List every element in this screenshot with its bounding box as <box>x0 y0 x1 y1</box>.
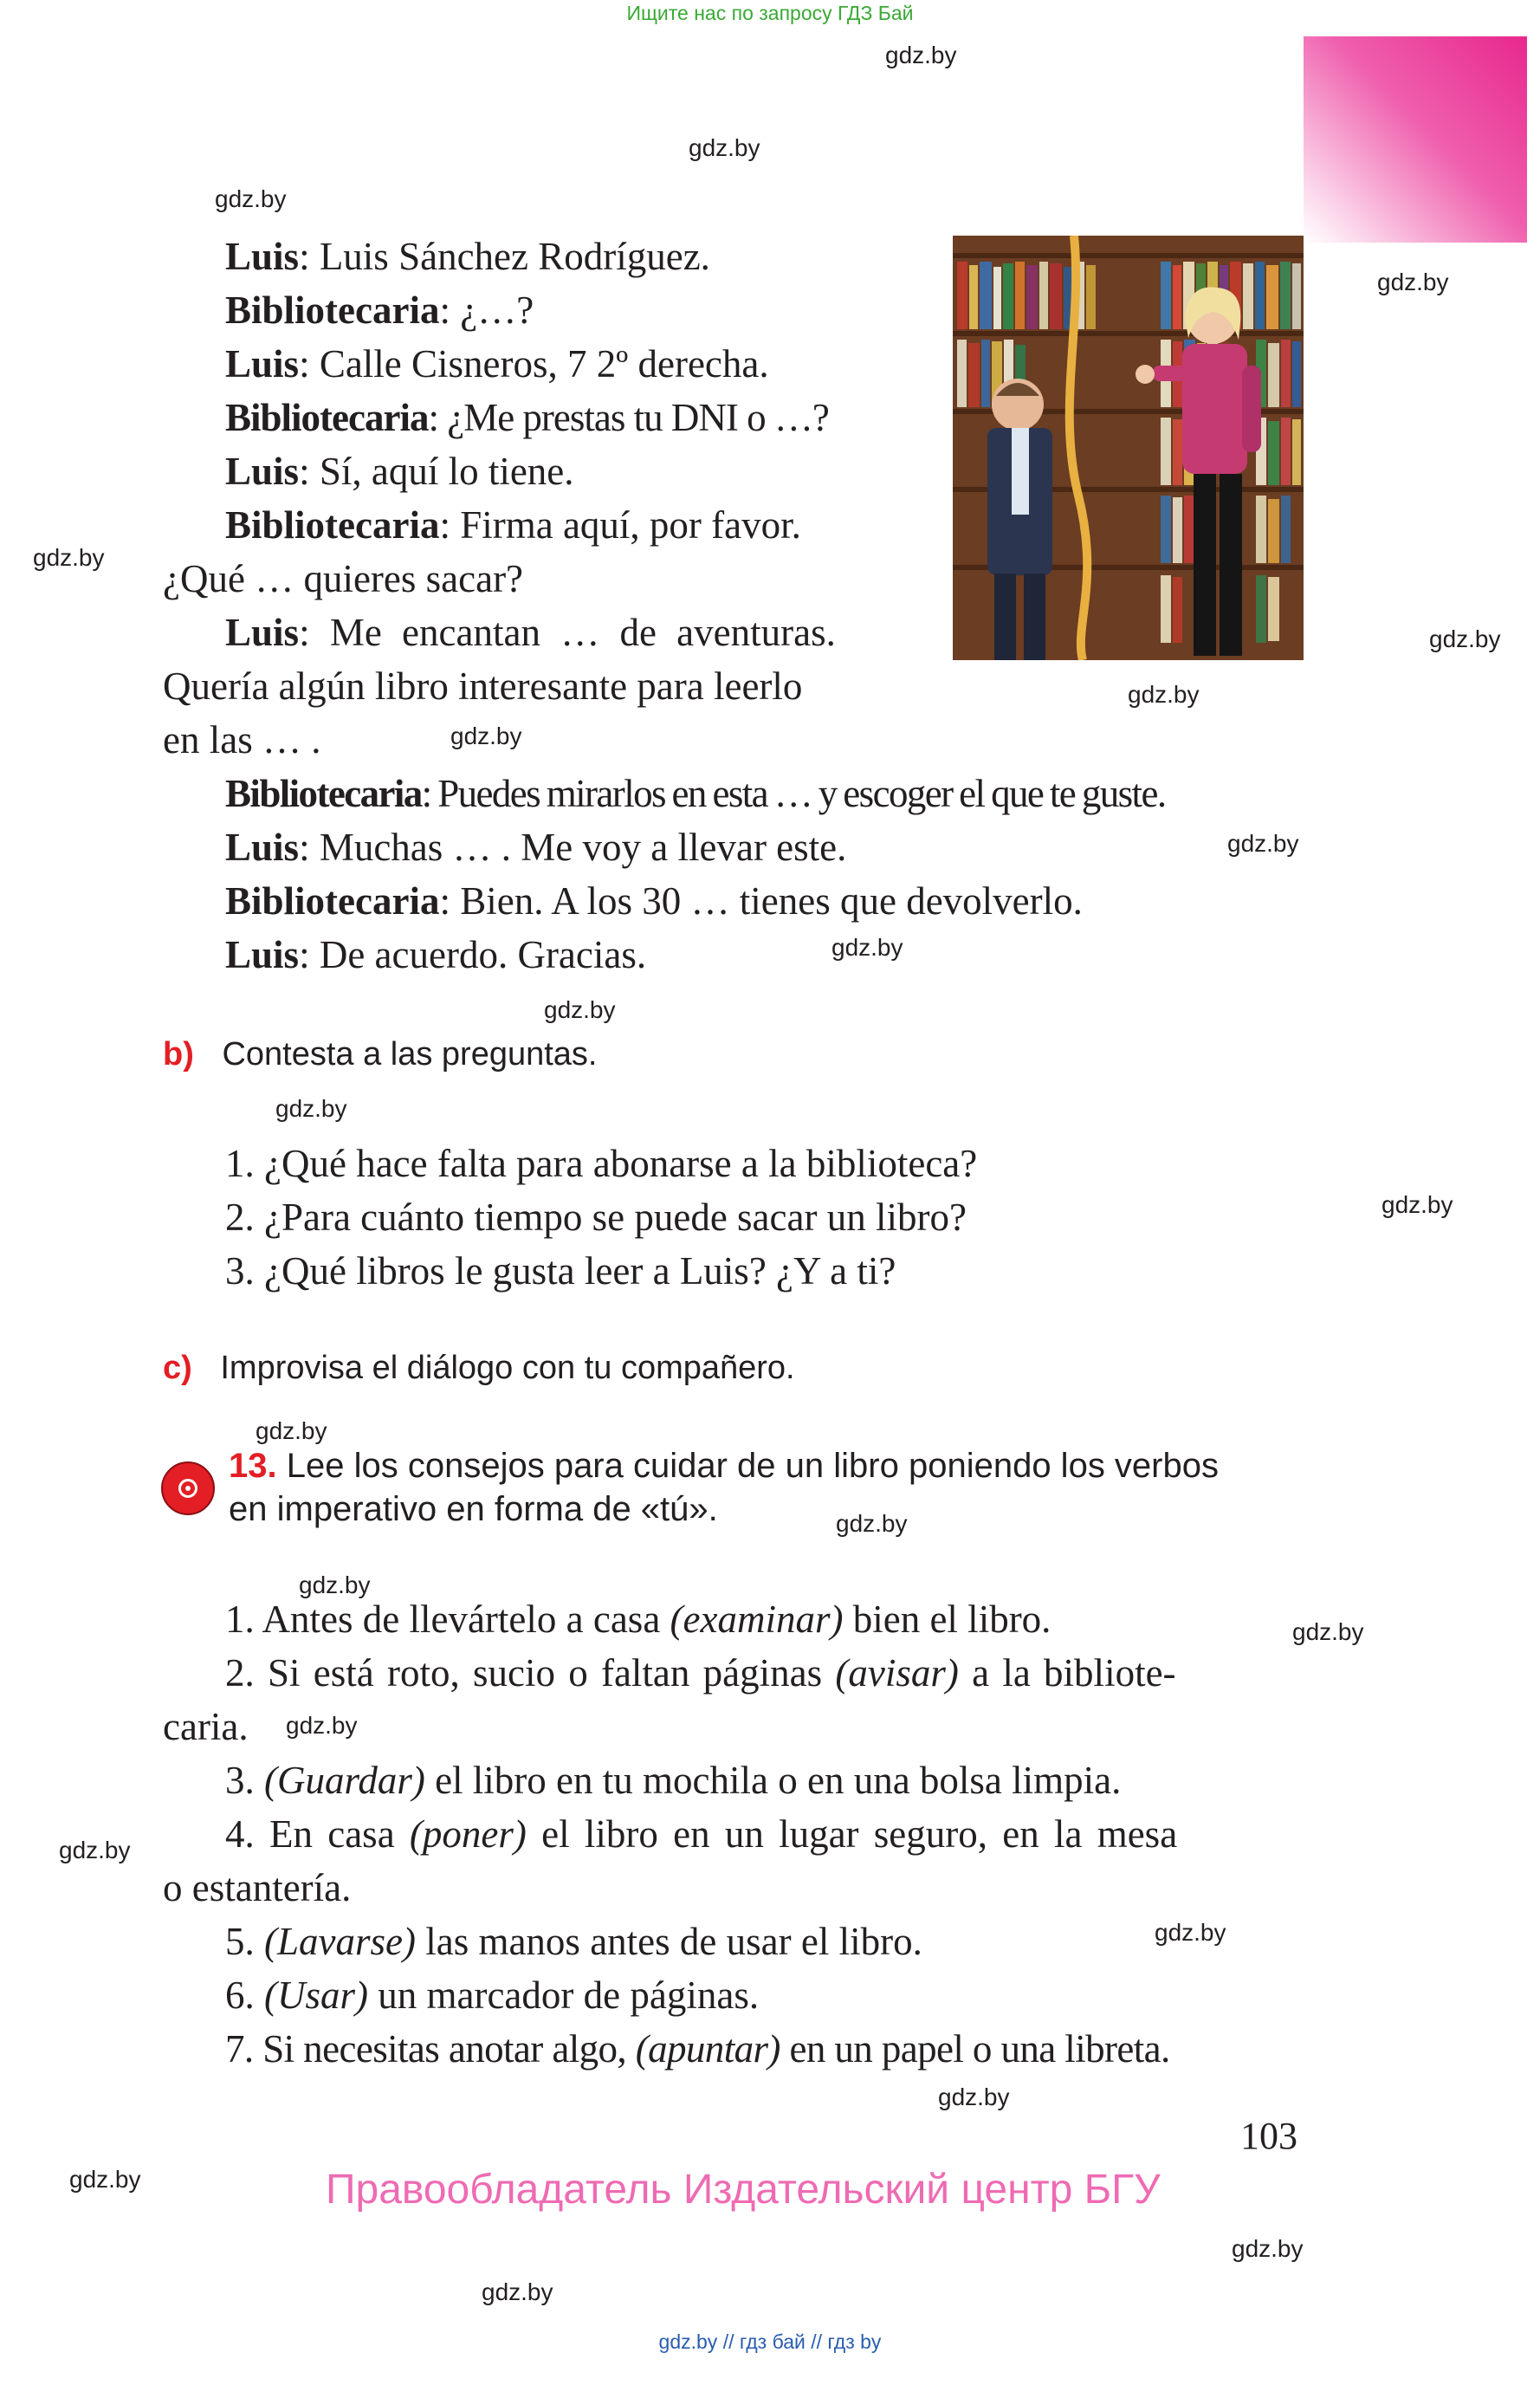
watermark: gdz.by <box>33 544 105 571</box>
watermark: gdz.by <box>1227 830 1299 857</box>
dialogue-line <box>225 928 646 982</box>
item-text: a la bibliote- <box>958 1651 1176 1695</box>
question-item: 3. ¿Qué libros le gusta leer a Luis? ¿Y a ti? <box>225 1249 896 1293</box>
exercise-number: 13. <box>229 1447 277 1485</box>
watermark: gdz.by <box>689 134 760 161</box>
verb-hint: (Usar) <box>264 1973 368 2017</box>
dialogue-text: : Muchas … . Me voy a llevar este. <box>299 826 847 869</box>
section-b-letter: b) <box>163 1036 194 1073</box>
question-item: 2. ¿Para cuánto tiempo se puede sacar un libro? <box>225 1196 967 1239</box>
dialogue-text: : Calle Cisneros, 7 2º derecha. <box>299 342 769 386</box>
dialogue-line <box>225 337 769 391</box>
verb-hint: (examinar) <box>670 1598 844 1641</box>
item-text: 7. Si necesitas anotar algo, <box>225 2027 636 2071</box>
item-text: en un papel o una libreta. <box>780 2027 1170 2071</box>
watermark: gdz.by <box>1429 625 1501 652</box>
section-c-instruction: Improvisa el diálogo con tu compañero. <box>220 1350 795 1386</box>
verb-hint: (avisar) <box>835 1651 959 1695</box>
dialogue-text: : Me encantan … de aventuras. <box>299 611 836 654</box>
corner-decoration <box>1304 36 1527 243</box>
library-photo-illustration <box>953 236 1304 660</box>
watermark: gdz.by <box>256 1417 327 1444</box>
exercise-item-continuation: caria. <box>163 1705 249 1748</box>
watermark: gdz.by <box>59 1837 131 1863</box>
speaker-name: Luis <box>225 933 300 976</box>
watermark: gdz.by <box>885 42 957 68</box>
item-text: las manos antes de usar el libro. <box>415 1920 922 1963</box>
watermark: gdz.by <box>1381 1191 1453 1218</box>
speaker-name: Luis <box>225 342 300 386</box>
item-text: un marcador de páginas. <box>368 1973 760 2017</box>
watermark: gdz.by <box>482 2278 553 2305</box>
exercise-13-instruction-line2: en imperativo en forma de «tú». <box>229 1490 718 1528</box>
section-c-letter: c) <box>163 1350 192 1386</box>
watermark: gdz.by <box>275 1095 347 1122</box>
verb-hint: (apuntar) <box>635 2027 780 2071</box>
watermark: gdz.by <box>286 1712 358 1739</box>
exercise-item <box>225 1915 922 1968</box>
watermark: gdz.by <box>1377 269 1449 295</box>
exercise-item <box>225 1646 1176 1700</box>
section-b-heading <box>163 1036 598 1073</box>
top-notice[interactable]: Ищите нас по запросу ГДЗ Бай <box>626 2 914 24</box>
footer-links[interactable]: gdz.by // гдз бай // гдз by <box>658 2330 882 2353</box>
item-text: 3. <box>225 1759 264 1802</box>
speaker-name: Luis <box>225 611 300 654</box>
watermark: gdz.by <box>450 723 522 749</box>
speaker-name: Luis <box>225 235 300 278</box>
verb-hint: (poner) <box>409 1812 527 1856</box>
speaker-name: Bibliotecaria <box>225 396 429 439</box>
dialogue-text: : ¿Me prestas tu DNI o …? <box>428 396 829 439</box>
section-b-instruction: Contesta a las preguntas. <box>222 1036 598 1073</box>
section-c-heading <box>163 1350 795 1387</box>
dialogue-line <box>225 444 574 498</box>
dialogue-line <box>225 874 1083 928</box>
question-item: 1. ¿Qué hace falta para abonarse a la biblioteca? <box>225 1142 978 1185</box>
dialogue-text: : Sí, aquí lo tiene. <box>299 450 574 493</box>
dialogue-line <box>225 498 801 552</box>
speaker-name: Bibliotecaria <box>225 288 440 332</box>
speaker-name: Bibliotecaria <box>225 879 440 923</box>
dialogue-text: : ¿…? <box>439 288 534 332</box>
watermark: gdz.by <box>1232 2235 1304 2262</box>
speaker-name: Luis <box>225 826 300 869</box>
item-text: 6. <box>225 1973 264 2017</box>
item-text: el libro en un lugar seguro, en la mesa <box>526 1812 1178 1856</box>
dialogue-line <box>225 767 1165 820</box>
dialogue-text: : De acuerdo. Gracias. <box>299 933 647 976</box>
dialogue-line <box>225 283 534 337</box>
exercise-13-instruction-line1 <box>229 1447 1219 1486</box>
watermark: gdz.by <box>299 1572 371 1598</box>
exercise-item <box>225 1968 759 2022</box>
speaker-name: Bibliotecaria <box>225 772 422 815</box>
item-text: 5. <box>225 1920 264 1963</box>
watermark: gdz.by <box>215 185 287 212</box>
item-text: 2. Si está roto, sucio o faltan páginas <box>225 1651 836 1695</box>
audio-cd-icon[interactable] <box>161 1461 215 1515</box>
watermark: gdz.by <box>1292 1618 1364 1645</box>
verb-hint: (Guardar) <box>264 1759 425 1802</box>
dialogue-text: : Puedes mirarlos en esta … y escoger el que te guste. <box>421 772 1166 815</box>
exercise-item-continuation: o estantería. <box>163 1866 352 1909</box>
watermark: gdz.by <box>1128 681 1200 708</box>
item-text: bien el libro. <box>843 1598 1051 1641</box>
dialogue-continuation: ¿Qué … quieres sacar? <box>163 557 524 600</box>
page-number: 103 <box>1240 2115 1297 2157</box>
watermark: gdz.by <box>831 934 903 961</box>
watermark: gdz.by <box>1155 1919 1226 1946</box>
item-text: el libro en tu mochila o en una bolsa limpia. <box>424 1759 1122 1802</box>
library-photo <box>953 236 1304 660</box>
exercise-item <box>225 2022 1170 2076</box>
speaker-name: Luis <box>225 450 300 493</box>
item-text: 1. Antes de llevártelo a casa <box>225 1598 670 1641</box>
verb-hint: (Lavarse) <box>264 1920 416 1963</box>
watermark: gdz.by <box>938 2084 1010 2110</box>
speaker-name: Bibliotecaria <box>225 503 440 547</box>
dialogue-text: : Firma aquí, por favor. <box>439 503 801 547</box>
watermark: gdz.by <box>69 2166 141 2193</box>
exercise-item <box>225 1592 1051 1646</box>
exercise-item <box>225 1807 1177 1861</box>
dialogue-text: : Bien. A los 30 … tienes que devolverlo. <box>439 879 1083 923</box>
dialogue-line <box>225 820 846 874</box>
watermark: gdz.by <box>836 1510 908 1537</box>
item-text: 4. En casa <box>225 1812 410 1856</box>
dialogue-line <box>225 230 710 283</box>
exercise-item <box>225 1753 1121 1807</box>
copyright-footer: Правообладатель Издательский центр БГУ <box>326 2167 1161 2213</box>
exercise-13-instruction-text: Lee los consejos para cuidar de un libro poniendo los verbos <box>286 1447 1219 1485</box>
dialogue-continuation: Quería algún libro interesante para leerlo <box>163 664 803 708</box>
watermark: gdz.by <box>544 996 616 1023</box>
dialogue-text: : Luis Sánchez Rodríguez. <box>299 235 710 278</box>
dialogue-line <box>225 606 901 659</box>
dialogue-line <box>225 391 829 444</box>
dialogue-continuation: en las … . <box>163 718 321 762</box>
